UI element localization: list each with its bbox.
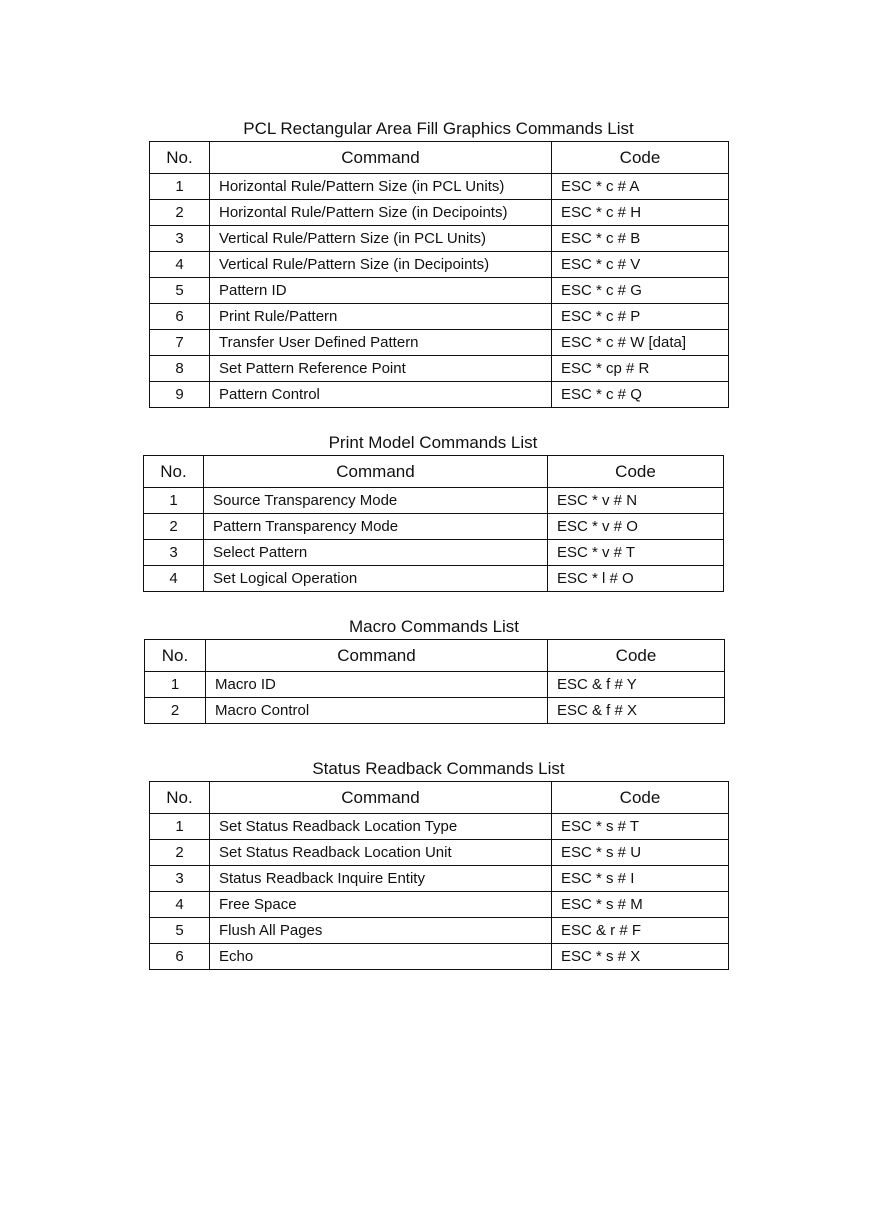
table-row (150, 918, 729, 944)
code-cell: ESC * cp # R (552, 356, 729, 382)
table-row (150, 944, 729, 970)
table-row (150, 866, 729, 892)
code-cell: ESC & f # Y (548, 672, 725, 698)
command-cell: Status Readback Inquire Entity (210, 866, 552, 892)
table-row (144, 488, 724, 514)
code-cell: ESC & f # X (548, 698, 725, 724)
table-row (150, 814, 729, 840)
table-row (150, 330, 729, 356)
table-header-row (144, 456, 724, 488)
code-cell: ESC * c # V (552, 252, 729, 278)
command-cell: Pattern Control (210, 382, 552, 408)
row-number: 1 (150, 814, 210, 840)
table-row (150, 174, 729, 200)
code-cell: ESC * s # T (552, 814, 729, 840)
command-cell: Vertical Rule/Pattern Size (in PCL Units) (210, 226, 552, 252)
header-code: Code (552, 142, 729, 174)
command-cell: Macro ID (206, 672, 548, 698)
code-cell: ESC * c # W [data] (552, 330, 729, 356)
command-cell: Pattern Transparency Mode (204, 514, 548, 540)
code-cell: ESC * c # B (552, 226, 729, 252)
row-number: 4 (150, 252, 210, 278)
macro-commands-table (144, 639, 725, 724)
row-number: 5 (150, 918, 210, 944)
command-cell: Macro Control (206, 698, 548, 724)
header-command: Command (210, 782, 552, 814)
header-command: Command (210, 142, 552, 174)
command-cell: Print Rule/Pattern (210, 304, 552, 330)
row-number: 7 (150, 330, 210, 356)
command-cell: Free Space (210, 892, 552, 918)
code-cell: ESC * v # T (548, 540, 724, 566)
header-code: Code (548, 640, 725, 672)
table-row (150, 382, 729, 408)
header-no: No. (150, 142, 210, 174)
code-cell: ESC * c # G (552, 278, 729, 304)
row-number: 3 (144, 540, 204, 566)
row-number: 8 (150, 356, 210, 382)
table-row (150, 840, 729, 866)
section-title: Macro Commands List (348, 617, 520, 636)
code-cell: ESC * s # U (552, 840, 729, 866)
row-number: 2 (145, 698, 206, 724)
command-cell: Set Status Readback Location Type (210, 814, 552, 840)
table-row (150, 278, 729, 304)
section-title: PCL Rectangular Area Fill Graphics Commands List (243, 119, 634, 138)
macro-section (144, 617, 724, 724)
print-model-section (143, 433, 723, 592)
row-number: 3 (150, 226, 210, 252)
command-cell: Set Status Readback Location Unit (210, 840, 552, 866)
command-cell: Source Transparency Mode (204, 488, 548, 514)
row-number: 2 (150, 200, 210, 226)
command-cell: Horizontal Rule/Pattern Size (in PCL Units) (210, 174, 552, 200)
code-cell: ESC * c # Q (552, 382, 729, 408)
table-row (145, 698, 725, 724)
command-cell: Transfer User Defined Pattern (210, 330, 552, 356)
header-command: Command (204, 456, 548, 488)
table-row (144, 514, 724, 540)
row-number: 9 (150, 382, 210, 408)
table-header-row (145, 640, 725, 672)
status-readback-section (149, 759, 728, 970)
code-cell: ESC * c # H (552, 200, 729, 226)
row-number: 6 (150, 304, 210, 330)
header-code: Code (548, 456, 724, 488)
row-number: 1 (145, 672, 206, 698)
table-header-row (150, 782, 729, 814)
code-cell: ESC * s # X (552, 944, 729, 970)
code-cell: ESC & r # F (552, 918, 729, 944)
code-cell: ESC * c # P (552, 304, 729, 330)
status-readback-commands-table (149, 781, 729, 970)
row-number: 5 (150, 278, 210, 304)
code-cell: ESC * c # A (552, 174, 729, 200)
row-number: 1 (144, 488, 204, 514)
row-number: 3 (150, 866, 210, 892)
command-cell: Vertical Rule/Pattern Size (in Decipoints) (210, 252, 552, 278)
command-cell: Echo (210, 944, 552, 970)
code-cell: ESC * l # O (548, 566, 724, 592)
area-fill-section (149, 119, 728, 408)
row-number: 2 (144, 514, 204, 540)
code-cell: ESC * v # O (548, 514, 724, 540)
table-row (144, 566, 724, 592)
command-cell: Set Logical Operation (204, 566, 548, 592)
command-cell: Pattern ID (210, 278, 552, 304)
command-cell: Flush All Pages (210, 918, 552, 944)
table-row (150, 200, 729, 226)
table-row (150, 304, 729, 330)
area-fill-commands-table (149, 141, 729, 408)
row-number: 4 (144, 566, 204, 592)
row-number: 4 (150, 892, 210, 918)
print-model-commands-table (143, 455, 724, 592)
row-number: 6 (150, 944, 210, 970)
section-title: Status Readback Commands List (312, 759, 565, 778)
table-row (150, 356, 729, 382)
code-cell: ESC * v # N (548, 488, 724, 514)
header-command: Command (206, 640, 548, 672)
code-cell: ESC * s # M (552, 892, 729, 918)
command-cell: Set Pattern Reference Point (210, 356, 552, 382)
code-cell: ESC * s # I (552, 866, 729, 892)
table-row (145, 672, 725, 698)
row-number: 1 (150, 174, 210, 200)
command-cell: Horizontal Rule/Pattern Size (in Decipoints) (210, 200, 552, 226)
command-cell: Select Pattern (204, 540, 548, 566)
section-title: Print Model Commands List (328, 433, 538, 452)
table-row (144, 540, 724, 566)
table-row (150, 892, 729, 918)
header-no: No. (145, 640, 206, 672)
table-header-row (150, 142, 729, 174)
header-no: No. (150, 782, 210, 814)
header-code: Code (552, 782, 729, 814)
header-no: No. (144, 456, 204, 488)
table-row (150, 226, 729, 252)
row-number: 2 (150, 840, 210, 866)
table-row (150, 252, 729, 278)
